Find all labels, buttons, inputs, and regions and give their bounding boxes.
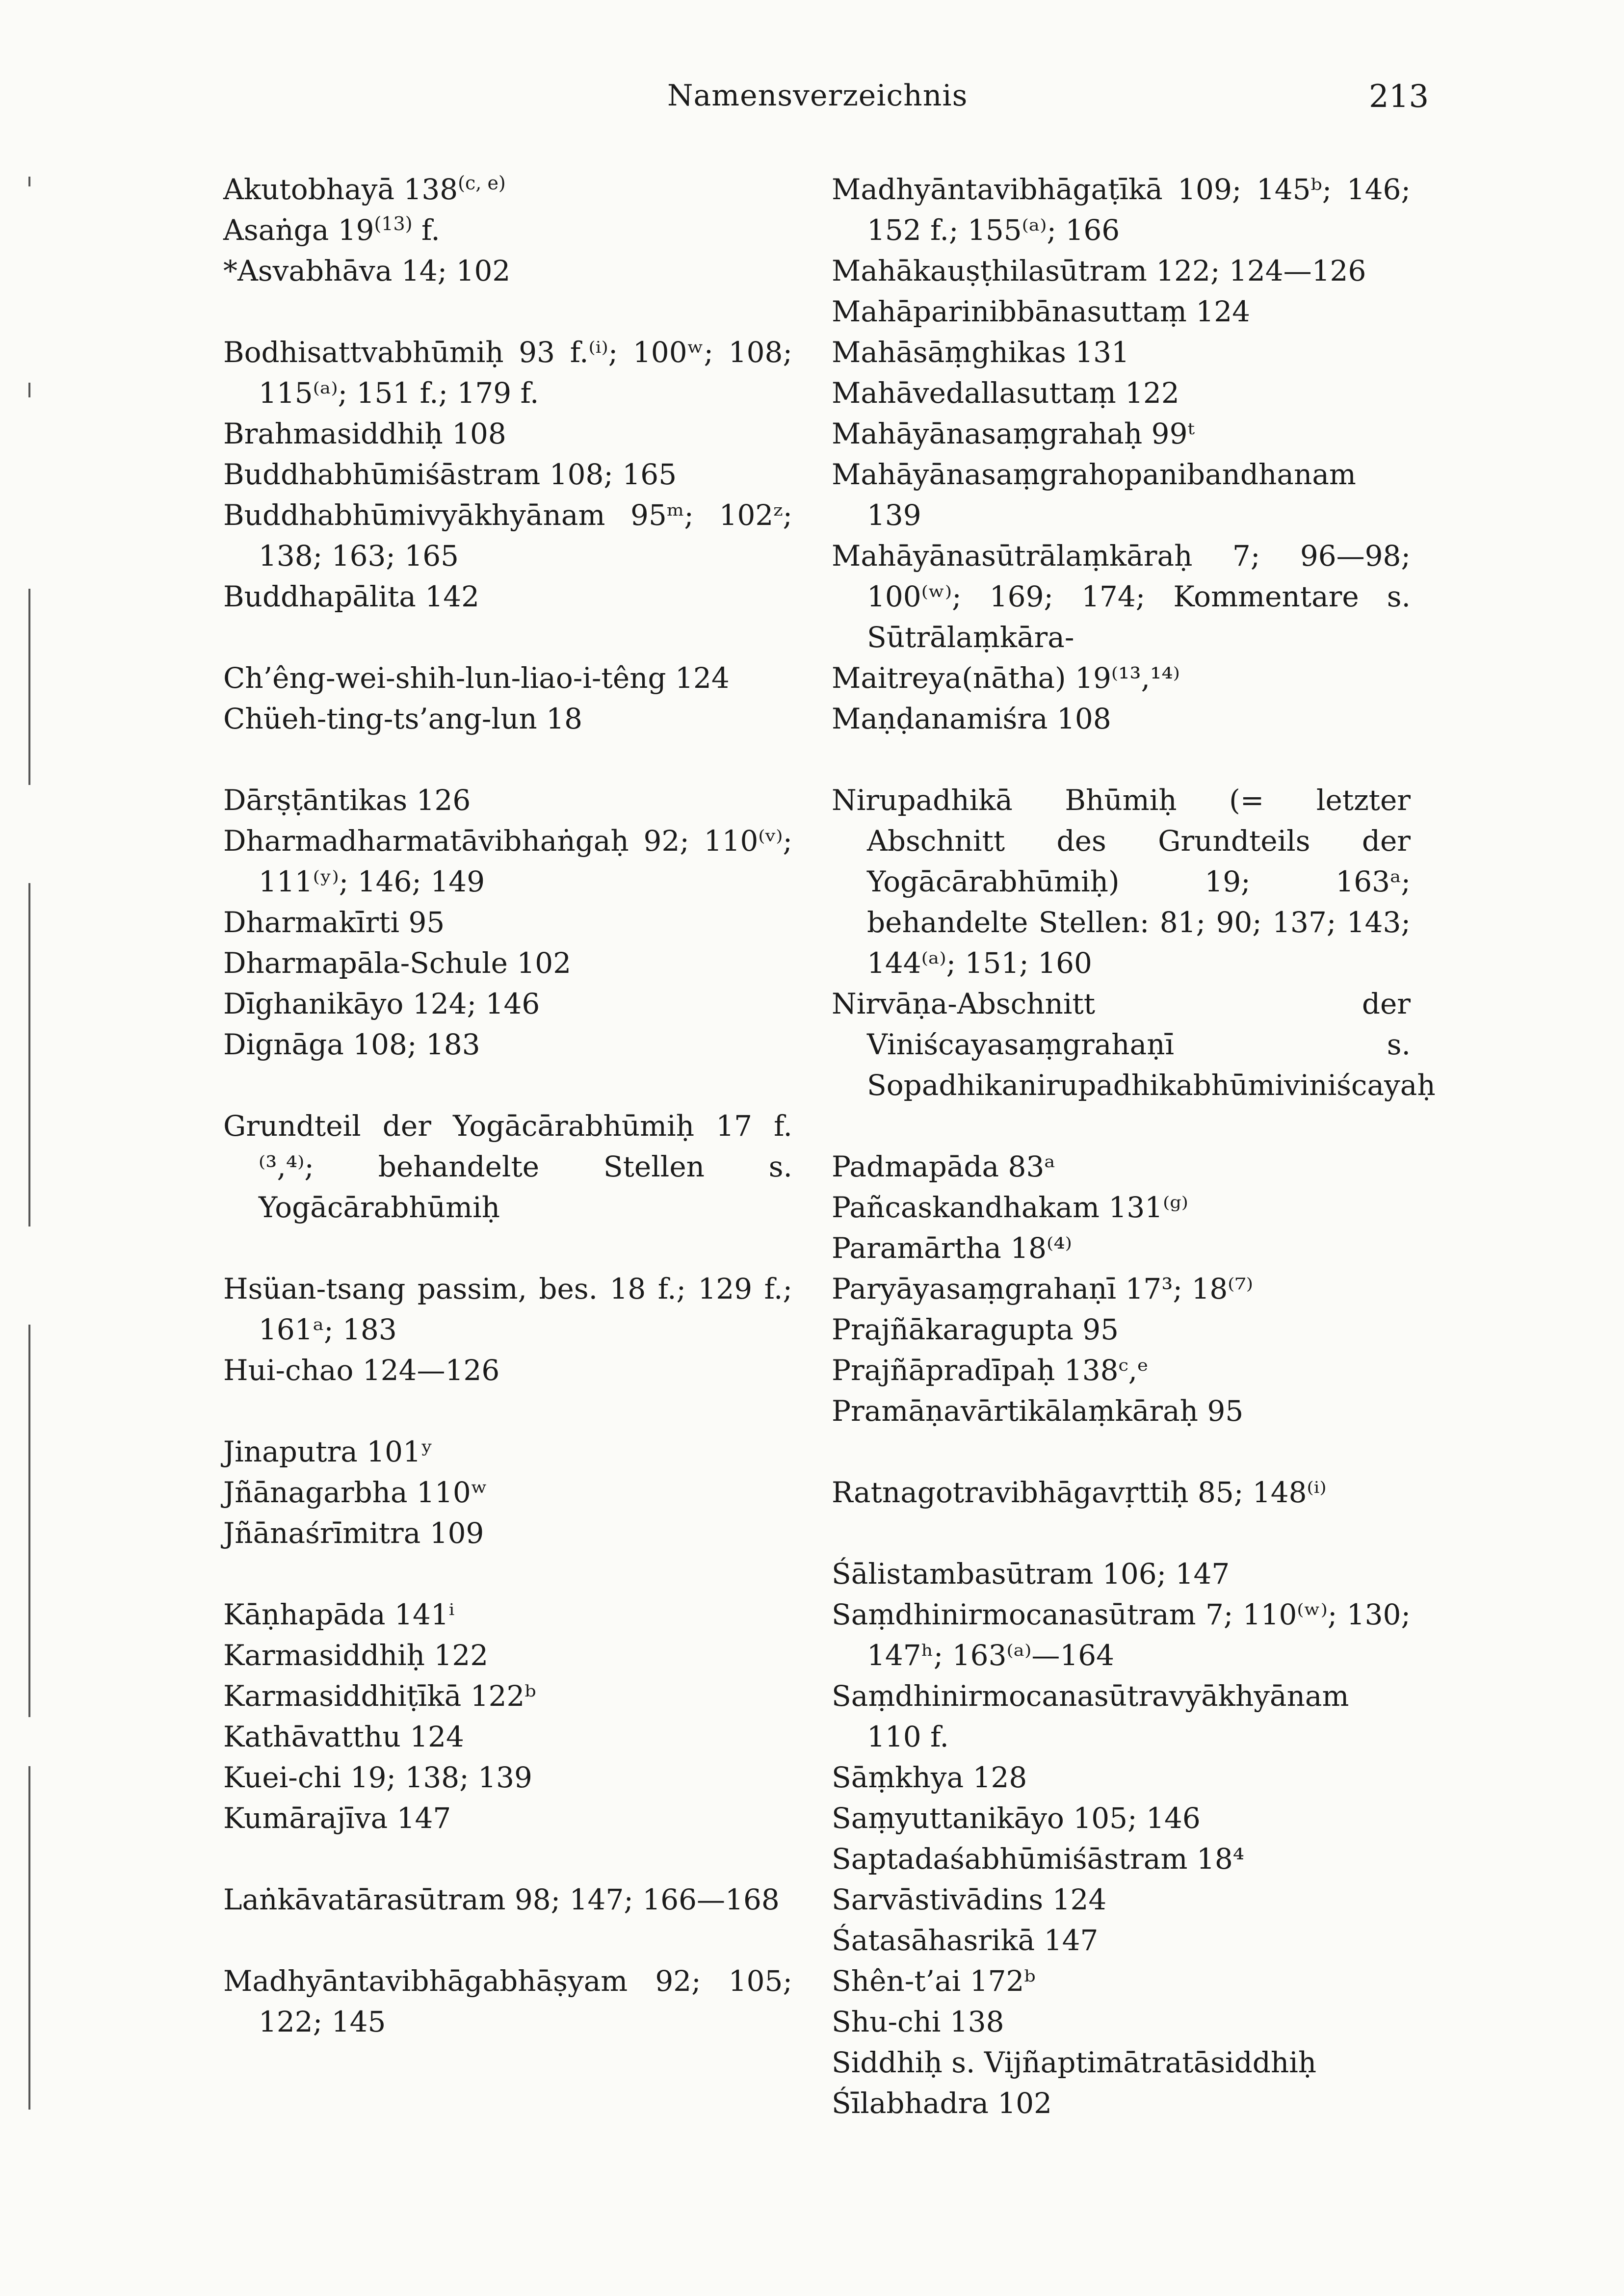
index-entry: Kāṇhapāda 141ⁱ xyxy=(223,1598,455,1631)
running-title: Namensverzeichnis xyxy=(667,78,968,113)
index-entry: Dignāga 108; 183 xyxy=(223,1028,480,1061)
index-entry: Bodhisattvabhūmiḥ 93 f.⁽ⁱ⁾; 100ʷ; 108; 115⁽ᵃ⁾; 151 f.; 179 f. xyxy=(223,336,792,410)
index-entry: Buddhabhūmiśāstram 108; 165 xyxy=(223,458,677,491)
index-entry: Mahākauṣṭhilasūtram 122; 124—126 xyxy=(832,254,1366,287)
page-number: 213 xyxy=(1369,78,1429,115)
index-entry: Brahmasiddhiḥ 108 xyxy=(223,417,506,450)
index-entry: Chüeh-ting-ts’ang-lun 18 xyxy=(223,702,582,735)
index-entry: Siddhiḥ s. Vijñaptimātratāsiddhiḥ xyxy=(832,2046,1317,2079)
index-entry: Shu-chi 138 xyxy=(832,2005,1004,2038)
index-entry: Prajñāpradīpaḥ 138ᶜ,ᵉ xyxy=(832,1354,1149,1387)
index-entry: Jñānagarbha 110ʷ xyxy=(223,1476,488,1509)
index-entry: Karmasiddhiṭīkā 122ᵇ xyxy=(223,1679,536,1713)
index-entry: Dārṣṭāntikas 126 xyxy=(223,783,471,817)
index-entry: Madhyāntavibhāgabhāṣyam 92; 105; 122; 145 xyxy=(223,1964,792,2038)
index-entry: Laṅkāvatārasūtram 98; 147; 166—168 xyxy=(223,1883,780,1916)
margin-marks xyxy=(20,147,39,2110)
index-entry: Pañcaskandhakam 131⁽ᵍ⁾ xyxy=(832,1191,1188,1224)
index-entry: Paramārtha 18⁽⁴⁾ xyxy=(832,1231,1072,1265)
index-entry: Madhyāntavibhāgaṭīkā 109; 145ᵇ; 146; 152 f.; 155⁽ᵃ⁾; 166 xyxy=(832,173,1411,247)
index-entry: Hui-chao 124—126 xyxy=(223,1354,500,1387)
index-entry: Nirvāṇa-Abschnitt der Viniścayasaṃgrahaṇī s. Sopadhikanirupadhikabhūmiviniścayaḥ xyxy=(832,987,1436,1102)
index-entry: Dīghanikāyo 124; 146 xyxy=(223,987,540,1020)
index-entry: Grundteil der Yogācārabhūmiḥ 17 f.⁽³,⁴⁾; behandelte Stellen s. Yogācārabhūmiḥ xyxy=(223,1109,792,1224)
index-entry: Ch’êng-wei-shih-lun-liao-i-têng 124 xyxy=(223,661,730,695)
index-entry: Mahāparinibbānasuttaṃ 124 xyxy=(832,295,1251,328)
index-entry: Mahāyānasūtrālaṃkāraḥ 7; 96—98; 100⁽ʷ⁾; 169; 174; Kommentare s. Sūtrālaṃkāra- xyxy=(832,539,1411,654)
index-entry: Ratnagotravibhāgavṛttiḥ 85; 148⁽ⁱ⁾ xyxy=(832,1476,1327,1509)
index-entry: Śīlabhadra 102 xyxy=(832,2087,1052,2120)
index-entry: Kuei-chi 19; 138; 139 xyxy=(223,1761,532,1794)
index-entry: Śālistambasūtram 106; 147 xyxy=(832,1557,1230,1591)
index-entry: Paryāyasaṃgrahaṇī 17³; 18⁽⁷⁾ xyxy=(832,1272,1254,1305)
index-entry: Śatasāhasrikā 147 xyxy=(832,1924,1099,1957)
index-entry: Mahāvedallasuttaṃ 122 xyxy=(832,376,1179,410)
left-column xyxy=(223,169,792,2042)
page-header xyxy=(0,78,1624,123)
index-entry: Mahāyānasaṃgrahopanibandhanam 139 xyxy=(832,458,1356,532)
index-entry: Maitreya(nātha) 19⁽¹³,¹⁴⁾ xyxy=(832,661,1180,695)
index-entry: Hsüan-tsang passim, bes. 18 f.; 129 f.; 161ᵃ; 183 xyxy=(223,1272,792,1346)
index-entry: Pramāṇavārtikālaṃkāraḥ 95 xyxy=(832,1394,1244,1428)
index-entry: Saṃdhinirmocanasūtravyākhyānam 110 f. xyxy=(832,1679,1349,1753)
index-entry: Saptadaśabhūmiśāstram 18⁴ xyxy=(832,1842,1244,1876)
index-entry: Dharmapāla-Schule 102 xyxy=(223,946,572,980)
index-entry: Jñānaśrīmitra 109 xyxy=(223,1516,484,1550)
index-entry: Kumārajīva 147 xyxy=(223,1801,451,1835)
index-entry: Prajñākaragupta 95 xyxy=(832,1313,1119,1346)
index-entry: Shên-t’ai 172ᵇ xyxy=(832,1964,1036,1998)
index-entry: Karmasiddhiḥ 122 xyxy=(223,1639,489,1672)
index-entry: Padmapāda 83ᵃ xyxy=(832,1150,1055,1183)
index-entry: Dharmakīrti 95 xyxy=(223,906,445,939)
index-entry: Kathāvatthu 124 xyxy=(223,1720,464,1753)
index-entry: Asaṅga 19$^{(13)}$ f. xyxy=(223,213,440,247)
index-entry: Sāṃkhya 128 xyxy=(832,1761,1027,1794)
index-entry: Mahāyānasaṃgrahaḥ 99ᵗ xyxy=(832,417,1195,450)
index-entry: Mahāsāṃghikas 131 xyxy=(832,336,1129,369)
index-entry: Nirupadhikā Bhūmiḥ (= letzter Abschnitt des Grundteils der Yogācārabhūmiḥ) 19; 163ᵃ; behandelte Stellen: 81; 90; 137; 143; 144⁽ᵃ⁾; 151; 160 xyxy=(832,783,1411,980)
right-column xyxy=(832,169,1436,2124)
superscript-note: (13) xyxy=(374,213,413,235)
index-entry: Maṇḍanamiśra 108 xyxy=(832,702,1111,735)
index-entry: Jinaputra 101ʸ xyxy=(223,1435,433,1468)
index-entry: *Asvabhāva 14; 102 xyxy=(223,254,511,287)
index-entry: Saṃyuttanikāyo 105; 146 xyxy=(832,1801,1201,1835)
index-entry: Sarvāstivādins 124 xyxy=(832,1883,1107,1916)
index-entry: Buddhabhūmivyākhyānam 95ᵐ; 102ᶻ; 138; 163; 165 xyxy=(223,498,792,573)
index-entry: Saṃdhinirmocanasūtram 7; 110⁽ʷ⁾; 130; 147ʰ; 163⁽ᵃ⁾—164 xyxy=(832,1598,1411,1672)
index-entry: Buddhapālita 142 xyxy=(223,580,479,613)
index-entry: Akutobhayā 138$^{(c, e)}$ xyxy=(223,172,506,206)
superscript-note: (c, e) xyxy=(458,172,506,194)
index-entry: Dharmadharmatāvibhaṅgaḥ 92; 110⁽ᵛ⁾; 111⁽ʸ⁾; 146; 149 xyxy=(223,824,792,898)
